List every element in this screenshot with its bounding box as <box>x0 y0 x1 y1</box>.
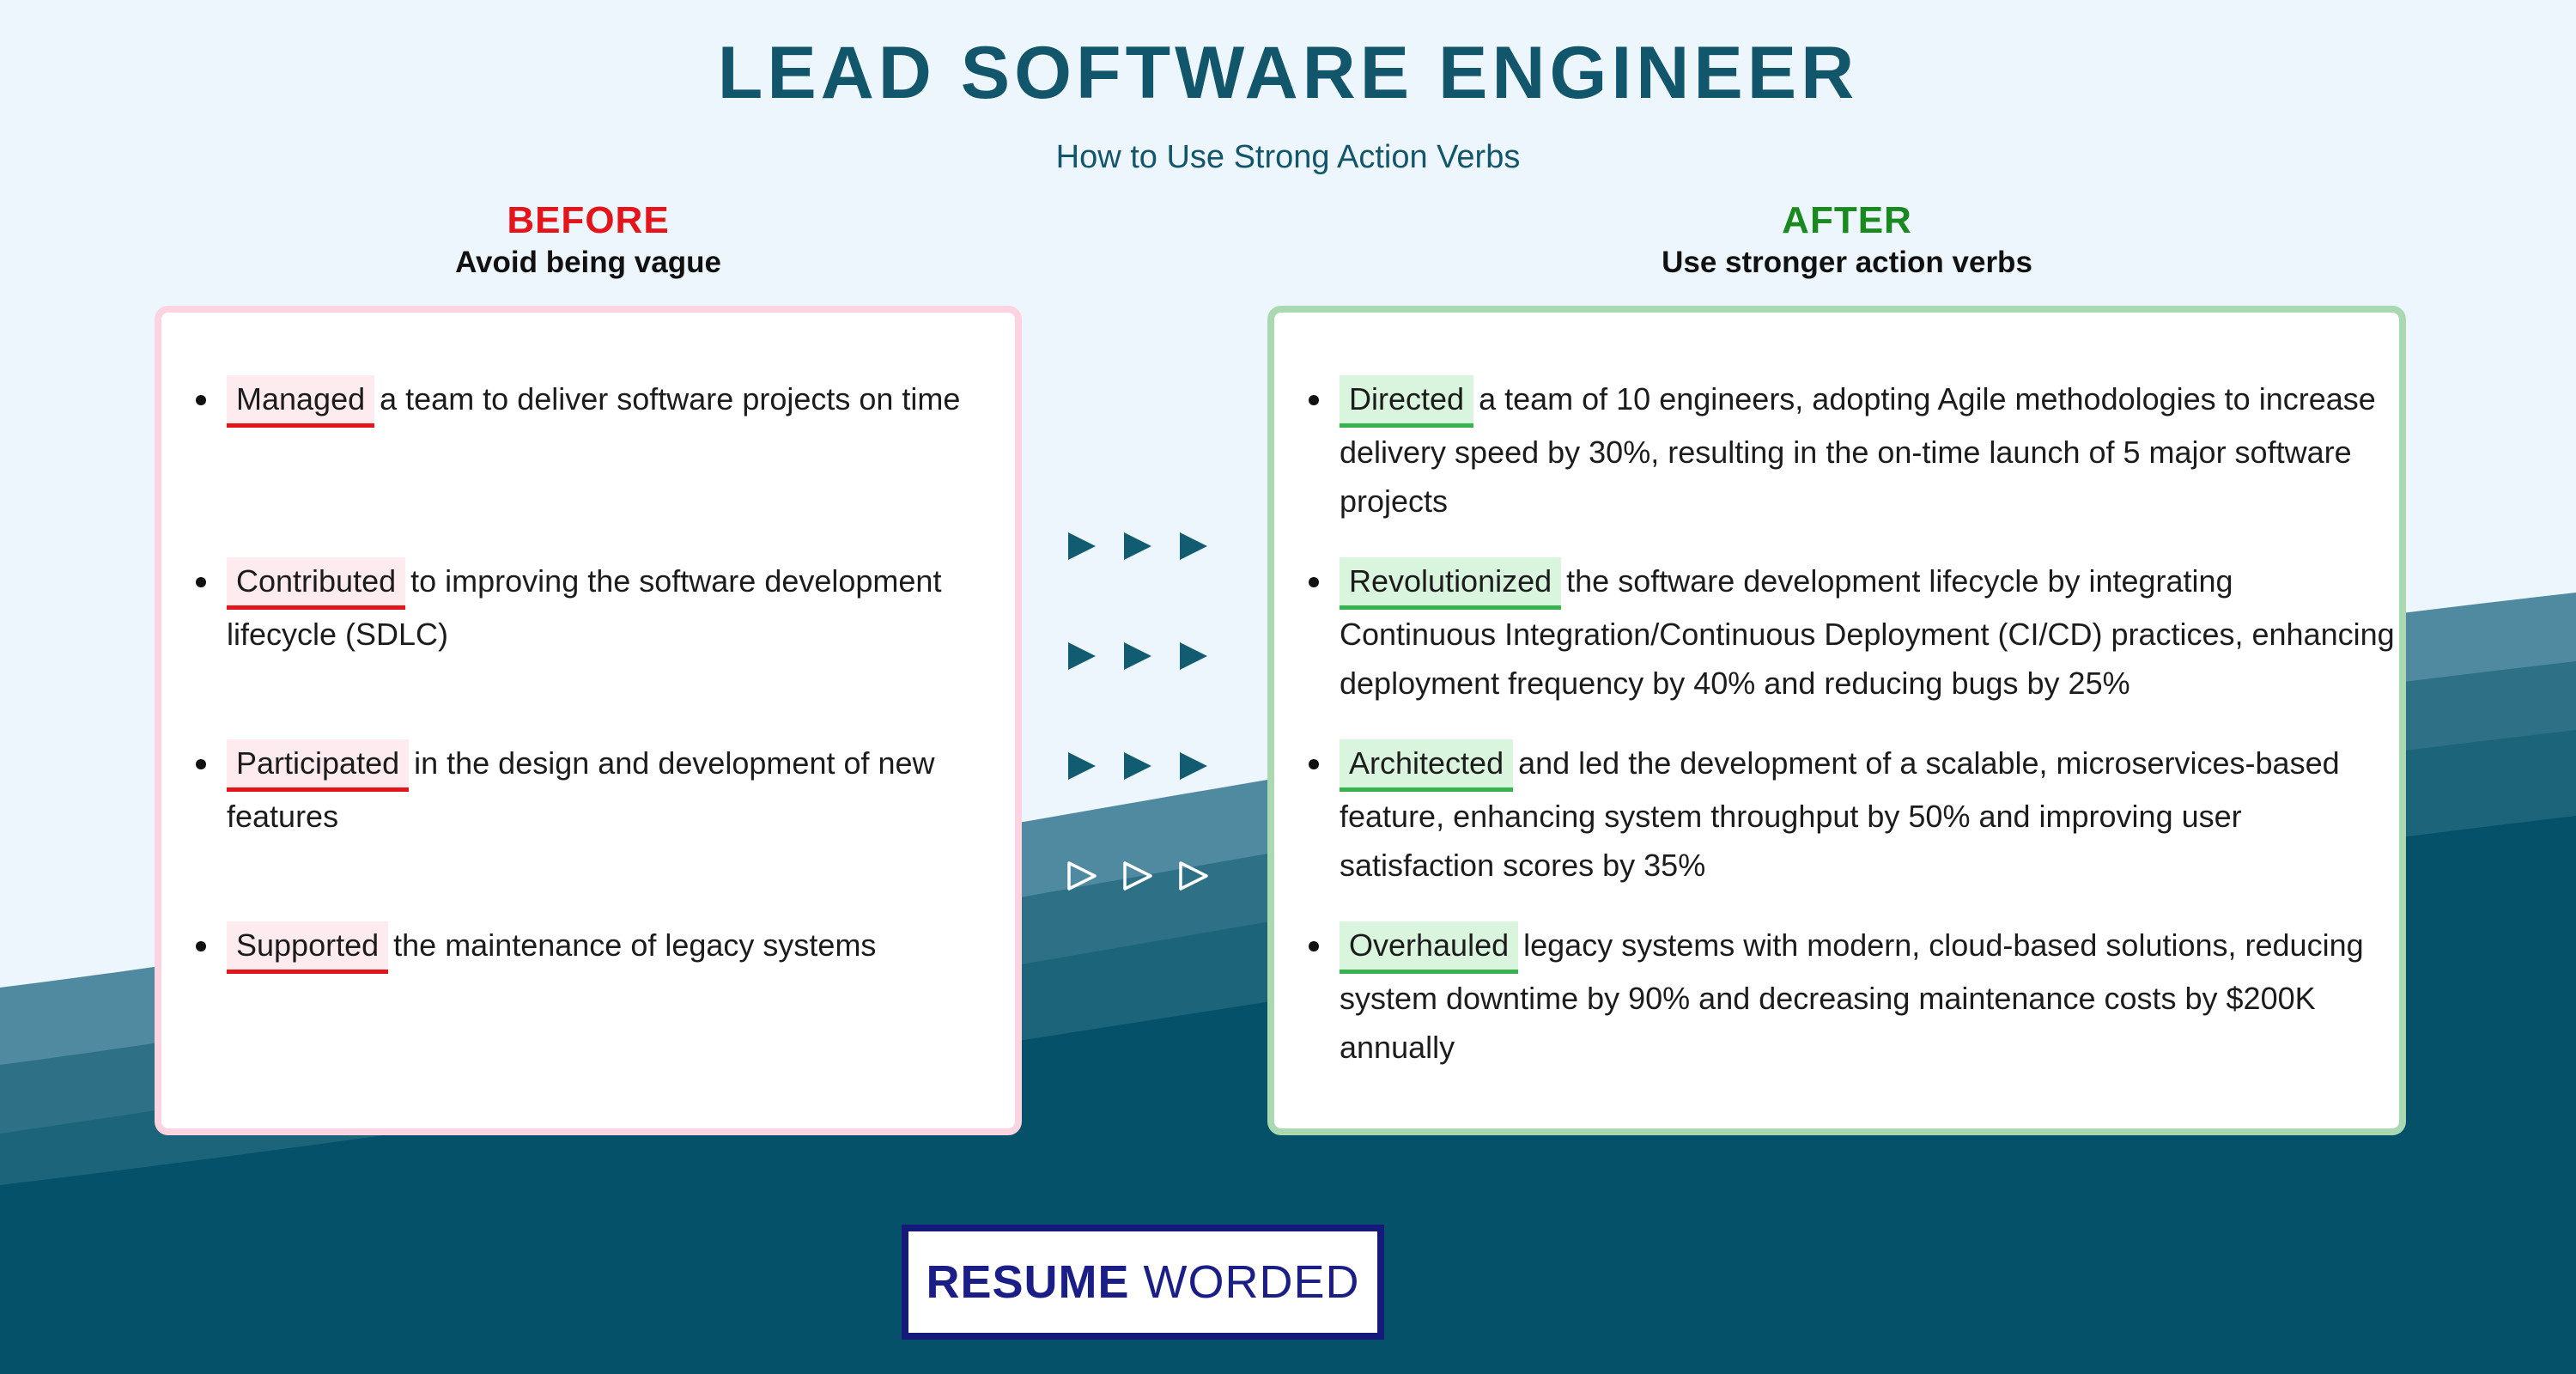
page-subtitle: How to Use Strong Action Verbs <box>1055 139 1521 175</box>
after-item <box>1309 921 2396 1072</box>
weak-verb: Participated <box>227 739 409 792</box>
play-arrow-icon <box>1065 639 1099 673</box>
page-title: LEAD SOFTWARE ENGINEER <box>717 32 1859 114</box>
before-item-text: the maintenance of legacy systems <box>393 927 877 963</box>
play-arrow-icon <box>1121 639 1155 673</box>
play-arrow-icon <box>1176 749 1211 783</box>
strong-verb: Revolutionized <box>1340 557 1561 610</box>
strong-verb: Directed <box>1340 375 1473 428</box>
weak-verb: Managed <box>227 375 374 428</box>
after-item <box>1309 374 2396 526</box>
after-item-text: the software development lifecycle by integrating Continuous Integration/Continuous Deployment (CI/CD) practices, enhancing deployment frequency by 40% and reducing bugs by 25% <box>1340 563 2395 701</box>
weak-verb: Supported <box>227 921 388 974</box>
before-item <box>196 739 982 841</box>
before-header <box>155 199 1022 280</box>
arrow-group <box>1065 749 1211 783</box>
after-label: AFTER <box>1782 199 1912 241</box>
strong-verb: Overhauled <box>1340 921 1518 974</box>
after-item <box>1309 556 2396 708</box>
arrow-group <box>1065 859 1211 893</box>
play-arrow-icon <box>1176 529 1211 563</box>
play-arrow-outline-icon <box>1121 859 1155 893</box>
resume-worded-logo <box>902 1225 1384 1340</box>
after-card <box>1267 306 2406 1135</box>
before-item <box>196 921 982 974</box>
before-sublabel: Avoid being vague <box>455 246 721 279</box>
before-item <box>196 556 982 659</box>
before-item <box>196 374 982 428</box>
play-arrow-outline-icon <box>1065 859 1099 893</box>
before-item-text: a team to deliver software projects on time <box>380 381 961 416</box>
before-card <box>155 306 1022 1135</box>
play-arrow-icon <box>1065 529 1099 563</box>
after-item-text: legacy systems with modern, cloud-based solutions, reducing system downtime by 90% and decreasing maintenance costs by $200K annually <box>1340 927 2364 1065</box>
before-item-text: to improving the software development lifecycle (SDLC) <box>227 563 942 652</box>
after-item-text: a team of 10 engineers, adopting Agile methodologies to increase delivery speed by 30%, resulting in the on-time launch of 5 major software projects <box>1340 381 2376 519</box>
weak-verb: Contributed <box>227 557 405 610</box>
play-arrow-icon <box>1065 749 1099 783</box>
before-label: BEFORE <box>507 199 670 241</box>
after-sublabel: Use stronger action verbs <box>1662 246 2032 279</box>
after-item-text: and led the development of a scalable, microservices-based feature, enhancing system throughput by 50% and improving user satisfaction scores by 35% <box>1340 745 2340 883</box>
play-arrow-icon <box>1121 529 1155 563</box>
play-arrow-icon <box>1176 639 1211 673</box>
arrow-group <box>1065 639 1211 673</box>
after-header <box>1267 199 2427 280</box>
after-item <box>1309 739 2396 890</box>
strong-verb: Architected <box>1340 739 1513 792</box>
play-arrow-icon <box>1121 749 1155 783</box>
before-item-text: in the design and development of new features <box>227 745 935 834</box>
logo-light-text: WORDED <box>1143 1256 1360 1308</box>
logo-bold-text: RESUME <box>926 1256 1130 1308</box>
play-arrow-outline-icon <box>1176 859 1211 893</box>
arrow-group <box>1065 529 1211 563</box>
